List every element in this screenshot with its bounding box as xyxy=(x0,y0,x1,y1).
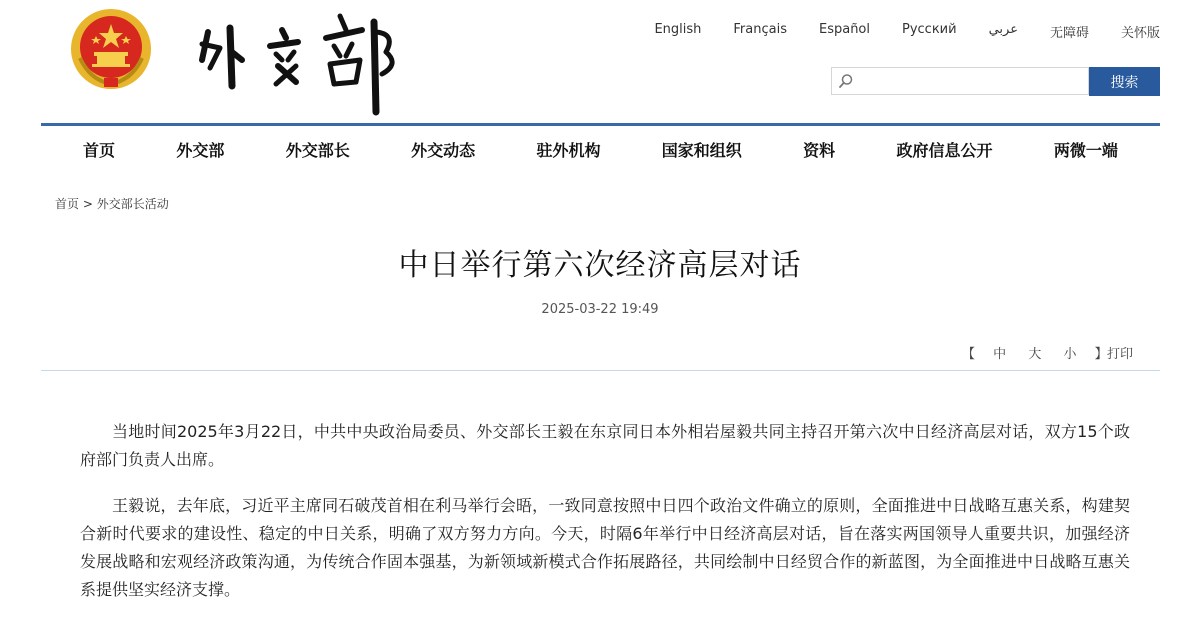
ministry-calligraphy-logo[interactable] xyxy=(190,8,405,116)
font-size-large-button[interactable]: 大 xyxy=(1028,347,1042,362)
nav-item-ministry[interactable]: 外交部 xyxy=(176,140,225,160)
accessibility-link[interactable]: 无障碍 xyxy=(1049,26,1089,41)
lang-arabic-link[interactable]: عربي xyxy=(988,22,1018,37)
nav-item-government-info[interactable]: 政府信息公开 xyxy=(896,140,993,160)
nav-item-minister[interactable]: 外交部长 xyxy=(285,140,350,160)
lang-english-link[interactable]: English xyxy=(654,22,702,37)
font-size-medium-button[interactable]: 中 xyxy=(993,347,1007,362)
nav-item-home[interactable]: 首页 xyxy=(83,140,116,160)
nav-item-social-media[interactable]: 两微一端 xyxy=(1053,140,1118,160)
article-date: 2025-03-22 19:49 xyxy=(541,302,659,317)
breadcrumb-separator: > xyxy=(82,197,93,211)
article-title: 中日举行第六次经济高层对话 xyxy=(398,248,802,283)
lang-russian-link[interactable]: Русский xyxy=(902,22,957,37)
search-box xyxy=(831,67,1089,95)
article-body xyxy=(80,418,1130,622)
font-size-bracket-open: 【 xyxy=(962,347,976,362)
article-paragraph: 当地时间2025年3月22日，中共中央政治局委员、外交部长王毅在东京同日本外相岩屋毅共同主持召开第六次中日经济高层对话，双方15个政府部门负责人出席。 xyxy=(80,422,1130,469)
breadcrumb xyxy=(55,195,169,212)
search-input[interactable] xyxy=(858,70,1090,94)
breadcrumb-current-link[interactable]: 外交部长活动 xyxy=(96,197,169,211)
nav-item-resources[interactable]: 资料 xyxy=(803,140,836,160)
language-bar xyxy=(654,22,1160,41)
national-emblem-icon[interactable] xyxy=(70,8,152,90)
nav-item-countries-organizations[interactable]: 国家和组织 xyxy=(661,140,742,160)
nav-item-diplomatic-news[interactable]: 外交动态 xyxy=(411,140,476,160)
article-paragraph: 王毅说，去年底，习近平主席同石破茂首相在利马举行会晤，一致同意按照中日四个政治文件确立的原则，全面推进中日战略互惠关系，构建契合新时代要求的建设性、稳定的中日关系，明确了双方努力方向。今天，时隔6年举行中日经济高层对话，旨在落实两国领导人重要共识，加强经济发展战略和宏观经济政策沟通，为传统合作固本强基，为新领域新模式合作拓展路径，共同绘制中日经贸合作的新蓝图，为全面推进中日战略互惠关系提供坚实经济支撑。 xyxy=(80,496,1130,599)
search-icon xyxy=(838,73,854,89)
care-version-link[interactable]: 关怀版 xyxy=(1120,26,1160,41)
main-nav xyxy=(41,126,1160,172)
search-button[interactable]: 搜索 xyxy=(1089,67,1160,96)
font-size-small-button[interactable]: 小 xyxy=(1063,347,1077,362)
print-link[interactable]: 打印 xyxy=(1107,347,1134,362)
font-size-bracket-close: 】 xyxy=(1094,347,1108,362)
nav-item-missions-overseas[interactable]: 驻外机构 xyxy=(536,140,601,160)
lang-spanish-link[interactable]: Español xyxy=(818,22,870,37)
font-size-control xyxy=(957,343,1113,362)
breadcrumb-home-link[interactable]: 首页 xyxy=(55,197,80,211)
content-divider xyxy=(41,370,1160,371)
lang-french-link[interactable]: Français xyxy=(733,22,787,37)
